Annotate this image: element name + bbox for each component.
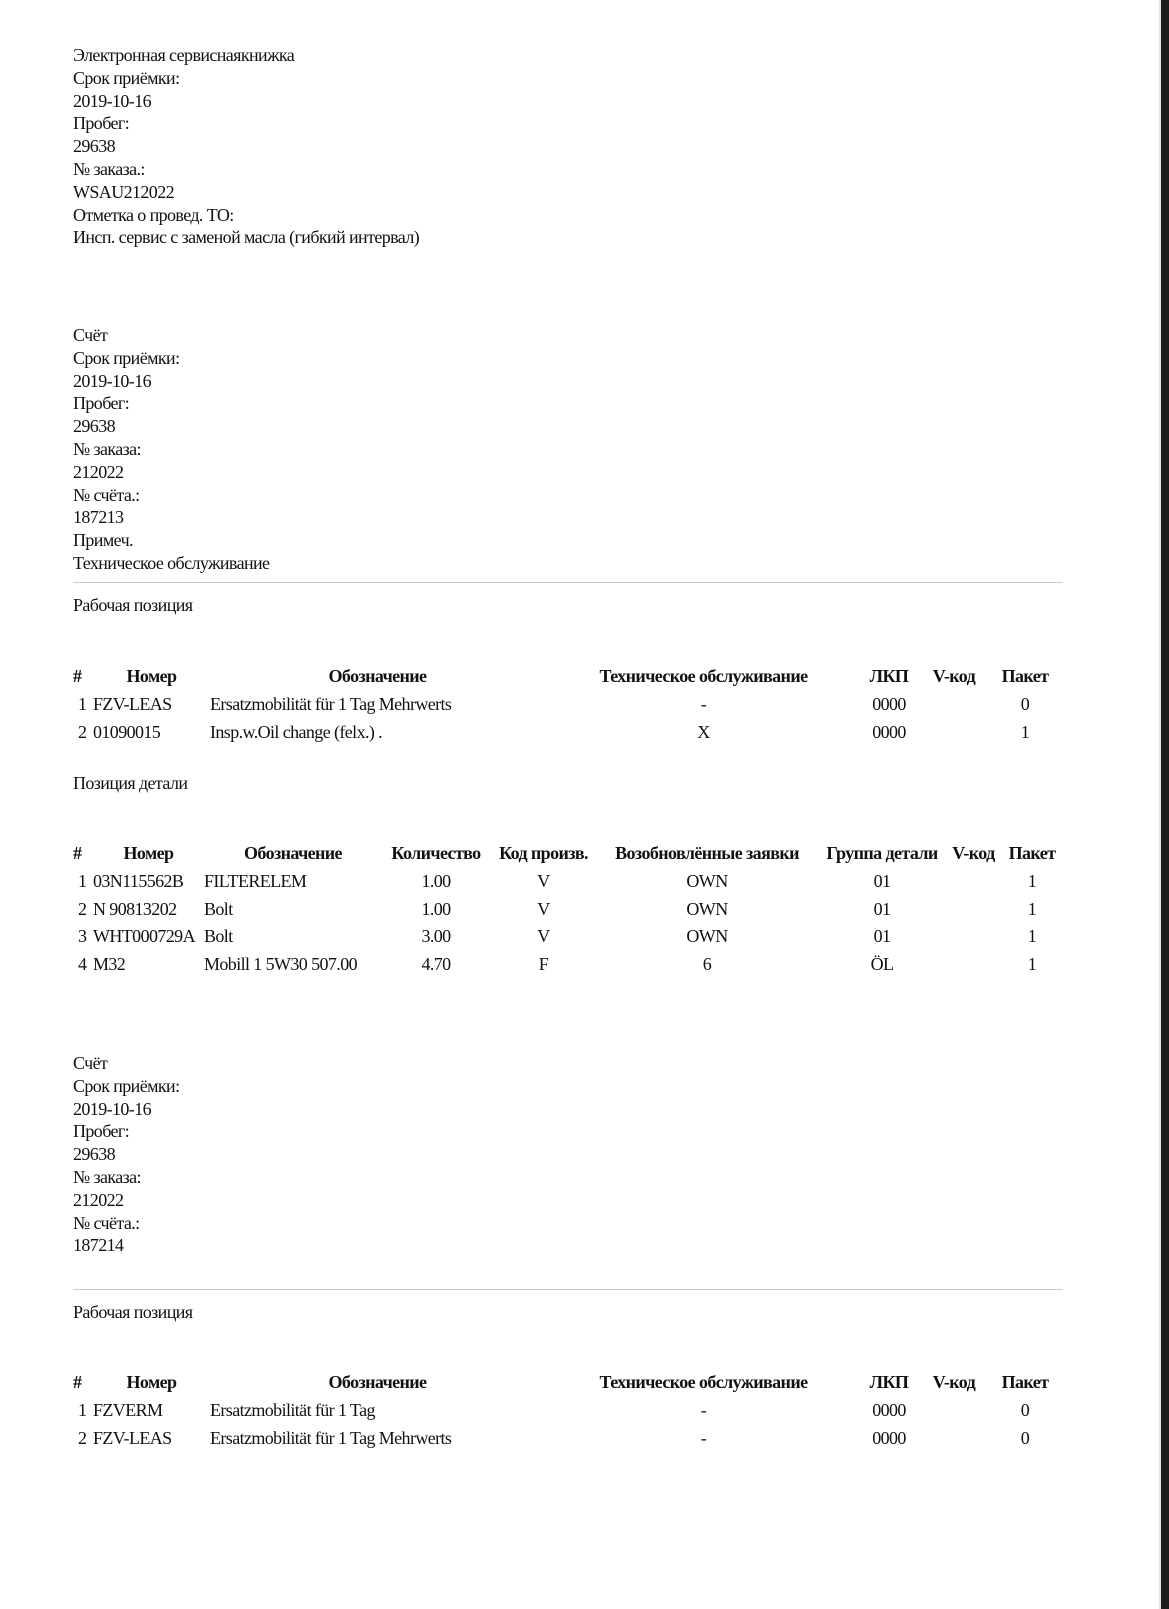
- table-cell: V: [537, 898, 550, 919]
- date-label: Срок приёмки:: [73, 67, 180, 88]
- order-value: 212022: [73, 461, 124, 482]
- order-label: № заказа:: [73, 438, 141, 459]
- column-header: V-код: [932, 666, 976, 686]
- table-cell: 0000: [872, 1427, 906, 1448]
- column-header: Обозначение: [328, 666, 427, 686]
- table-cell: 1: [1027, 953, 1037, 974]
- table-cell: [916, 691, 992, 719]
- column-header: Номер: [123, 843, 174, 863]
- table-cell: 4.70: [421, 953, 451, 974]
- work-positions-title: Рабочая позиция: [73, 595, 193, 615]
- column-header: Возобновлённые заявки: [615, 843, 799, 863]
- table-cell: 0000: [872, 1400, 906, 1421]
- table-header-row: [73, 662, 1058, 691]
- table-cell: 0: [1020, 1427, 1030, 1448]
- table-cell: N 90813202: [93, 898, 177, 919]
- parts-positions-table: [73, 839, 1064, 978]
- column-header: #: [73, 843, 82, 863]
- table-row: [73, 951, 1064, 979]
- table-cell: 2: [78, 1427, 87, 1448]
- mileage-value: 29638: [73, 1144, 116, 1165]
- mileage-value: 29638: [73, 416, 116, 437]
- order-label: № заказа:: [73, 1166, 141, 1187]
- table-cell: V: [537, 871, 550, 892]
- service-book-header: [73, 44, 419, 249]
- table-cell: 0000: [872, 721, 906, 742]
- table-cell: ÖL: [870, 953, 894, 974]
- table-cell: 03N115562B: [93, 871, 184, 892]
- table-row: [73, 868, 1064, 896]
- table-header-row: [73, 1368, 1058, 1397]
- table-cell: 1: [1027, 926, 1037, 947]
- page-edge-bar: [1161, 0, 1169, 1609]
- divider: [73, 582, 1063, 583]
- order-value: 212022: [73, 1189, 124, 1210]
- table-cell: 6: [702, 953, 712, 974]
- note-label: Примеч.: [73, 530, 133, 551]
- invoice-number-label: № счёта.:: [73, 1212, 140, 1233]
- column-header: Пакет: [1008, 843, 1056, 863]
- table-cell: 0: [1020, 1400, 1030, 1421]
- invoice-number-value: 187214: [73, 1235, 124, 1256]
- table-cell: -: [700, 1427, 707, 1448]
- table-cell: X: [697, 721, 710, 742]
- table-cell: OWN: [686, 898, 728, 919]
- table-cell: -: [700, 1400, 707, 1421]
- column-header: Номер: [126, 1372, 177, 1392]
- table-cell: Insp.w.Oil change (felx.) .: [210, 721, 383, 742]
- mileage-label: Пробег:: [73, 113, 130, 134]
- column-header: Пакет: [1001, 1372, 1049, 1392]
- column-header: ЛКП: [869, 666, 909, 686]
- column-header: Группа детали: [826, 843, 938, 863]
- table-cell: 1: [1020, 721, 1030, 742]
- table-cell: V: [537, 926, 550, 947]
- column-header: Техническое обслуживание: [599, 1372, 808, 1392]
- order-value: WSAU212022: [73, 181, 174, 202]
- table-cell: 1: [78, 694, 87, 715]
- table-cell: 1: [78, 1400, 87, 1421]
- table-cell: [916, 719, 992, 747]
- table-cell: 0000: [872, 694, 906, 715]
- table-cell: [947, 951, 1000, 979]
- column-header: Код произв.: [499, 843, 588, 863]
- table-row: [73, 691, 1058, 719]
- table-cell: FZV-LEAS: [93, 1427, 172, 1448]
- invoice-number-label: № счёта.:: [73, 484, 140, 505]
- table-cell: WHT000729A: [93, 926, 195, 947]
- table-cell: 01: [873, 926, 891, 947]
- invoice-number-value: 187213: [73, 507, 124, 528]
- table-cell: [916, 1425, 992, 1453]
- document-title: Электронная сервиснаякнижка: [73, 45, 295, 65]
- invoice-title: Счёт: [73, 325, 108, 345]
- service-value: Инсп. сервис с заменой масла (гибкий интервал): [73, 227, 420, 248]
- date-value: 2019-10-16: [73, 90, 151, 111]
- table-cell: 1: [1027, 871, 1037, 892]
- table-cell: 4: [78, 953, 87, 974]
- date-value: 2019-10-16: [73, 1098, 151, 1119]
- mileage-value: 29638: [73, 136, 116, 157]
- date-label: Срок приёмки:: [73, 347, 180, 368]
- invoice-2-info: [73, 1052, 179, 1257]
- column-header: Пакет: [1001, 666, 1049, 686]
- order-label: № заказа.:: [73, 158, 145, 179]
- mileage-label: Пробег:: [73, 393, 130, 414]
- table-row: [73, 1425, 1058, 1453]
- table-cell: FZV-LEAS: [93, 694, 172, 715]
- table-cell: 2: [78, 898, 87, 919]
- column-header: Обозначение: [244, 843, 342, 863]
- date-label: Срок приёмки:: [73, 1075, 180, 1096]
- column-header: ЛКП: [869, 1372, 909, 1392]
- table-cell: 3: [78, 926, 87, 947]
- table-cell: F: [538, 953, 549, 974]
- table-cell: [947, 923, 1000, 951]
- table-cell: M32: [93, 953, 126, 974]
- divider: [73, 1289, 1063, 1290]
- table-cell: 1: [78, 871, 87, 892]
- column-header: Техническое обслуживание: [599, 666, 808, 686]
- table-cell: 1.00: [421, 871, 451, 892]
- invoice-1-info: [73, 324, 269, 575]
- table-cell: FILTERELEM: [204, 871, 307, 892]
- table-cell: Ersatzmobilität für 1 Tag Mehrwerts: [210, 694, 452, 715]
- table-cell: OWN: [686, 926, 728, 947]
- table-cell: 1: [1027, 898, 1037, 919]
- table-cell: [947, 896, 1000, 924]
- table-header-row: [73, 839, 1064, 868]
- note-value: Техническое обслуживание: [73, 552, 270, 573]
- table-cell: OWN: [686, 871, 728, 892]
- invoice-title: Счёт: [73, 1053, 108, 1073]
- table-cell: 01090015: [93, 721, 161, 742]
- table-cell: Bolt: [204, 898, 233, 919]
- column-header: Количество: [391, 843, 481, 863]
- table-cell: 2: [78, 721, 87, 742]
- table-row: [73, 896, 1064, 924]
- date-value: 2019-10-16: [73, 370, 151, 391]
- table-cell: -: [700, 694, 707, 715]
- work-positions-table: [73, 1368, 1058, 1452]
- table-cell: [947, 868, 1000, 896]
- table-cell: 0: [1020, 694, 1030, 715]
- table-cell: 01: [873, 898, 891, 919]
- column-header: V-код: [932, 1372, 976, 1392]
- table-cell: Bolt: [204, 926, 233, 947]
- column-header: Номер: [126, 666, 177, 686]
- service-label: Отметка о провед. ТО:: [73, 204, 234, 225]
- work-positions-table: [73, 662, 1058, 746]
- table-cell: Ersatzmobilität für 1 Tag: [210, 1400, 375, 1421]
- column-header: #: [73, 666, 82, 686]
- parts-positions-title: Позиция детали: [73, 773, 188, 793]
- table-cell: FZVERM: [93, 1400, 163, 1421]
- column-header: V-код: [952, 843, 995, 863]
- table-row: [73, 1397, 1058, 1425]
- mileage-label: Пробег:: [73, 1121, 130, 1142]
- table-cell: 1.00: [421, 898, 451, 919]
- column-header: Обозначение: [328, 1372, 427, 1392]
- work-positions-title: Рабочая позиция: [73, 1302, 193, 1322]
- table-row: [73, 719, 1058, 747]
- table-cell: 01: [873, 871, 891, 892]
- table-cell: Mobill 1 5W30 507.00: [204, 953, 357, 974]
- table-cell: Ersatzmobilität für 1 Tag Mehrwerts: [210, 1427, 452, 1448]
- table-row: [73, 923, 1064, 951]
- table-cell: [916, 1397, 992, 1425]
- table-cell: 3.00: [421, 926, 451, 947]
- column-header: #: [73, 1372, 82, 1392]
